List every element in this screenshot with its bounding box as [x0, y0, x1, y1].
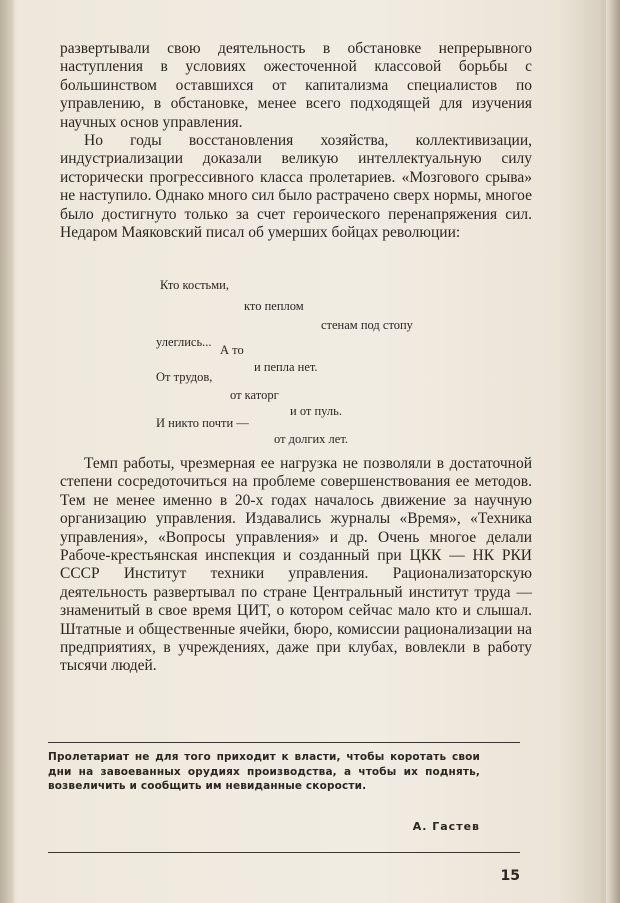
- verse-line: улеглись...: [156, 335, 212, 349]
- verse-line: и от пуль.: [290, 404, 342, 418]
- main-text-bottom: [60, 455, 532, 676]
- verse-line: и пепла нет.: [254, 360, 318, 374]
- epigraph-top-rule: [48, 742, 520, 743]
- page-binding-shadow: [0, 0, 14, 903]
- verse-line: от долгих лет.: [274, 432, 348, 446]
- page-edge-shadow: [606, 0, 620, 903]
- verse-line: И никто почти —: [156, 416, 249, 430]
- verse-line: От трудов,: [156, 370, 213, 384]
- epigraph-text: Пролетариат не для того приходит к власти, чтобы коротать свои дни на завоеванных орудиях производства, а чтобы их поднять, возвеличить и сообщить им невиданные скорости.: [48, 751, 480, 792]
- main-text-top: [60, 40, 532, 242]
- verse-line: Кто костьми,: [160, 278, 229, 292]
- paragraph-1: развертывали свою деятельность в обстановке непрерывного наступления в условиях ожесточенной классовой борьбы с большинством оставшихся от капитализма специалистов по управлению, в обстановке, менее всего подходящей для изучения научных основ управления.: [60, 40, 532, 131]
- epigraph-bottom-rule: [48, 852, 520, 853]
- verse-line: стенам под стопу: [321, 318, 413, 332]
- page-number: 15: [500, 868, 520, 884]
- verse-line: А то: [220, 343, 244, 357]
- paragraph-3: Темп работы, чрезмерная ее нагрузка не позволяли в достаточной степени сосредоточиться на проблеме совершенствования ее методов. Тем не менее именно в 20-х годах началось движение за научную организацию управления. Издавались журналы «Время», «Техника управления», «Вопросы управления» и др. Очень многое делали Рабоче-крестьянская инспекция и созданный при ЦКК — НК РКИ СССР Институт техники управления. Рационализаторскую деятельность развертывал по стране Центральный институт труда — знаменитый в свое время ЦИТ, о котором сейчас мало кто и слышал. Штатные и общественные ячейки, бюро, комиссии рационализации на предприятиях, в учреждениях, даже при клубах, вовлекли в работу тысячи людей.: [60, 455, 532, 675]
- verse-line: от каторг: [230, 388, 279, 402]
- paragraph-2: Но годы восстановления хозяйства, коллективизации, индустриализации доказали великую интеллектуальную силу исторически прогрессивного класса пролетариев. «Мозгового срыва» не наступило. Однако много сил было растрачено сверх нормы, многое было достигнуто только за счет героического перенапряжения сил. Недаром Маяковский писал об умерших бойцах революции:: [60, 132, 532, 242]
- verse-line: кто пеплом: [244, 299, 304, 313]
- epigraph-author: А. Гастев: [412, 820, 480, 833]
